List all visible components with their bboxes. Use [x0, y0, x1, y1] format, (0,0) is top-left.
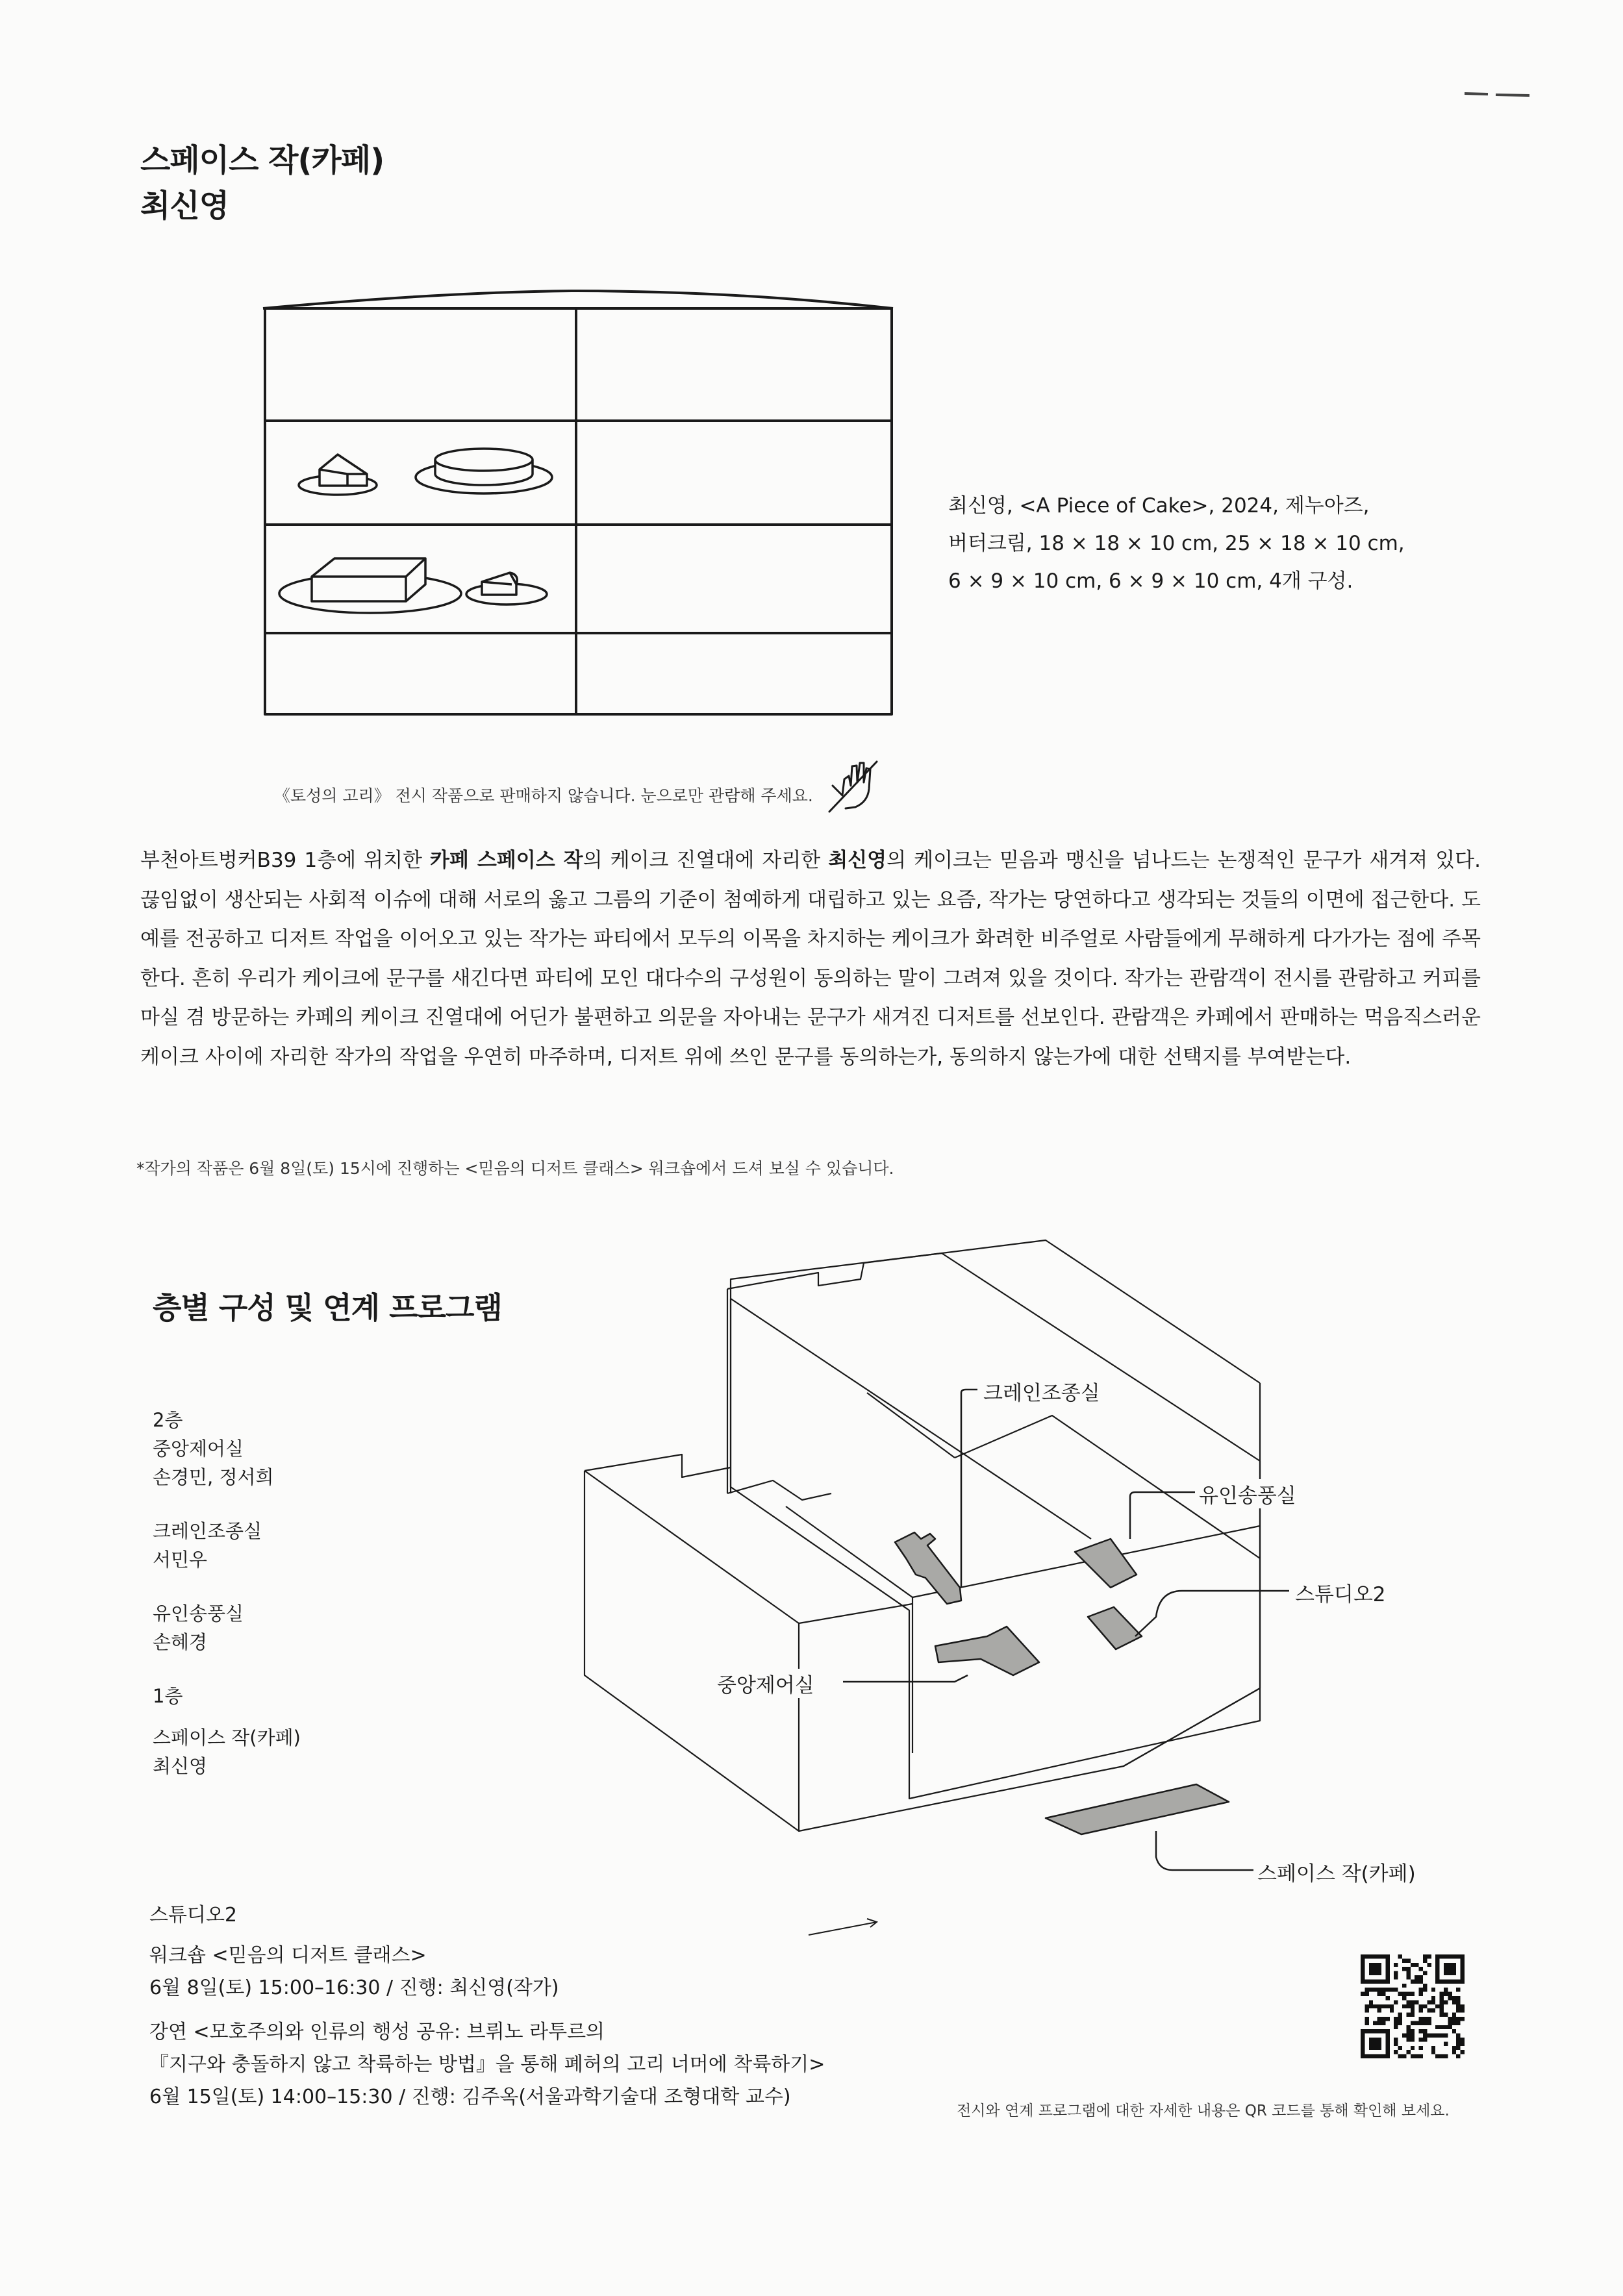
map-label-crane: 크레인조종실 [979, 1377, 1104, 1406]
lecture-schedule: 6월 15일(토) 14:00–15:30 / 진행: 김주옥(서울과학기술대 조형대학 교수) [149, 2086, 791, 2108]
footnote: *작가의 작품은 6월 8일(토) 15시에 진행하는 <믿음의 디저트 클래스> 워크숍에서 드셔 보실 수 있습니다. [136, 1159, 894, 1178]
map-label-cafe: 스페이스 작(카페) [1253, 1857, 1420, 1886]
map-label-studio2: 스튜디오2 [1291, 1578, 1390, 1607]
caption-line-1: 최신영, <A Piece of Cake>, 2024, 제누아즈, [948, 494, 1370, 518]
artwork-caption [948, 487, 1405, 600]
description-paragraph [140, 841, 1481, 1077]
program-section [149, 1899, 825, 2114]
studio2-room-shape [1088, 1607, 1142, 1649]
room-blower [153, 1599, 425, 1656]
not-for-sale-notice: 《토성의 고리》 전시 작품으로 판매하지 않습니다. 눈으로만 관람해 주세요. [274, 786, 813, 805]
qr-note: 전시와 연계 프로그램에 대한 자세한 내용은 QR 코드를 통해 확인해 보세요. [957, 2103, 1450, 2119]
floor-label: 2층 [153, 1409, 183, 1431]
program-venue: 스튜디오2 [149, 1904, 238, 1927]
map-label-central: 중앙제어실 [713, 1669, 818, 1698]
cake-slice-small-icon [466, 573, 547, 605]
floor-label: 1층 [153, 1685, 183, 1707]
room-name: 스페이스 작(카페) [153, 1727, 301, 1749]
title-line-1: 스페이스 작(카페) [140, 142, 384, 179]
room-cafe [153, 1723, 425, 1780]
qr-code[interactable] [1361, 1954, 1465, 2058]
cake-slice-icon [299, 455, 377, 495]
floors-heading: 층별 구성 및 연계 프로그램 [153, 1290, 502, 1325]
desc-text-c: 의 케이크 진열대에 자리한 [583, 849, 829, 872]
desc-venue: 카페 스페이스 작 [430, 849, 583, 872]
lecture-title: 강연 <모호주의와 인류의 행성 공유: 브뤼노 라투르의 [149, 2021, 605, 2043]
room-central [153, 1434, 425, 1491]
room-artist: 최신영 [153, 1755, 208, 1777]
central-room-shape [935, 1627, 1039, 1675]
room-crane [153, 1517, 425, 1574]
staple-mark [1465, 88, 1529, 94]
crane-room-shape [895, 1532, 961, 1604]
floor-2-group [153, 1406, 425, 1434]
desc-artist: 최신영 [828, 849, 887, 872]
page-title [140, 138, 384, 229]
room-artist: 서민우 [153, 1549, 208, 1571]
workshop-schedule: 6월 8일(토) 15:00–16:30 / 진행: 최신영(작가) [149, 1977, 559, 1999]
room-name: 중앙제어실 [153, 1438, 244, 1460]
cafe-room-shape [1046, 1784, 1229, 1834]
no-touch-hand-icon [826, 756, 881, 815]
room-name: 유인송풍실 [153, 1603, 244, 1625]
floor-1-group [153, 1682, 425, 1710]
building-map [572, 1234, 1494, 1987]
display-case-illustration [247, 279, 909, 747]
floor-list [153, 1406, 425, 1806]
map-label-blower: 유인송풍실 [1195, 1479, 1300, 1508]
room-artist: 손혜경 [153, 1631, 208, 1653]
round-cake-icon [416, 449, 552, 493]
desc-text-e: 의 케이크는 믿음과 맹신을 넘나드는 논쟁적인 문구가 새겨져 있다. 끊임없이 생산되는 사회적 이슈에 대해 서로의 옳고 그름의 기준이 첨예하게 대립하고 있는 요즘, 작가는 당연하다고 생각되는 것들의 이면에 접근한다. 도예를 전공하고 디저트 작업을 이어오고 있는 작가는 파티에서 모두의 이목을 차지하는 케이크가 화려한 비주얼로 사람들에게 무해하게 다가가는 점에 주목한다. 흔히 우리가 케이크에 문구를 새긴다면 파티에 모인 대다수의 구성원이 동의하는 말이 그려져 있을 것이다. 작가는 관람객이 전시를 관람하고 커피를 마실 겸 방문하는 카페의 케이크 진열대에 어딘가 불편하고 의문을 자아내는 문구가 새겨진 디저트를 선보인다. 관람객은 카페에서 판매하는 먹음직스러운 케이크 사이에 자리한 작가의 작업을 우연히 마주하며, 디저트 위에 쓰인 문구를 동의하는가, 동의하지 않는가에 대한 선택지를 부여받는다. [140, 849, 1481, 1069]
room-artist: 손경민, 정서희 [153, 1466, 274, 1488]
square-cake-icon [279, 558, 461, 613]
desc-text-a: 부천아트벙커B39 1층에 위치한 [140, 849, 431, 872]
workshop-title: 워크숍 <믿음의 디저트 클래스> [149, 1944, 427, 1967]
caption-line-2: 버터크림, 18 × 18 × 10 cm, 25 × 18 × 10 cm, [948, 532, 1405, 555]
blower-room-shape [1075, 1539, 1137, 1588]
lecture-subtitle: 『지구와 충돌하지 않고 착륙하는 방법』을 통해 폐허의 고리 너머에 착륙하기> [149, 2053, 825, 2076]
title-line-2: 최신영 [140, 188, 229, 224]
caption-line-3: 6 × 9 × 10 cm, 6 × 9 × 10 cm, 4개 구성. [948, 569, 1353, 593]
room-name: 크레인조종실 [153, 1520, 262, 1542]
